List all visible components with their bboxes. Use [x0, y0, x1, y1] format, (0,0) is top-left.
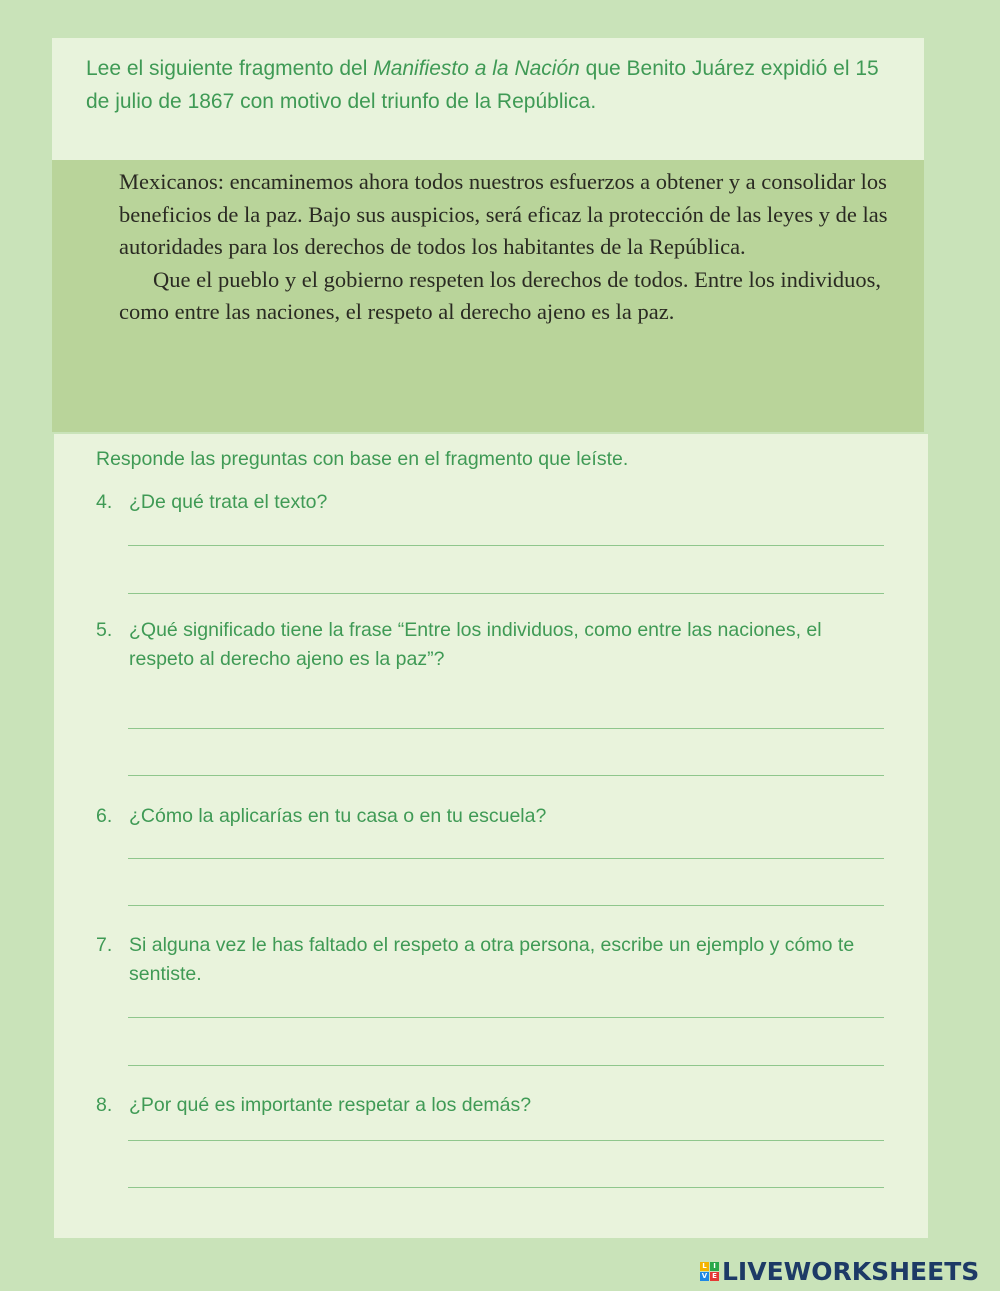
- quote-paragraph-2: Que el pueblo y el gobierno respeten los derechos de todos. Entre los individuos, como entre las naciones, el respeto al derecho ajeno es la paz.: [119, 266, 881, 324]
- question-text: ¿Qué significado tiene la frase “Entre los individuos, como entre las naciones, el respeto al derecho ajeno es la paz”?: [129, 619, 822, 670]
- answer-line-8a[interactable]: [128, 1140, 884, 1141]
- intro-box: [52, 38, 924, 160]
- logo-letter-i: I: [710, 1262, 719, 1271]
- quote-box: [52, 160, 924, 432]
- question-number: 4.: [96, 491, 113, 513]
- question-8: [96, 1091, 876, 1120]
- answer-line-6b[interactable]: [128, 905, 884, 906]
- manifesto-title: Manifiesto a la Nación: [373, 57, 580, 80]
- answer-line-5b[interactable]: [128, 775, 884, 776]
- answer-line-4b[interactable]: [128, 593, 884, 594]
- question-text: ¿De qué trata el texto?: [129, 491, 328, 513]
- question-text: ¿Cómo la aplicarías en tu casa o en tu escuela?: [129, 805, 547, 827]
- answer-line-8b[interactable]: [128, 1187, 884, 1188]
- question-number: 5.: [96, 619, 113, 641]
- question-number: 7.: [96, 934, 113, 956]
- answer-line-7b[interactable]: [128, 1065, 884, 1066]
- answer-line-5a[interactable]: [128, 728, 884, 729]
- question-text: Si alguna vez le has faltado el respeto a otra persona, escribe un ejemplo y cómo te sentiste.: [129, 934, 855, 985]
- answer-line-7a[interactable]: [128, 1017, 884, 1018]
- instruction-text: Responde las preguntas con base en el fragmento que leíste.: [96, 448, 629, 470]
- logo-letter-v: V: [701, 1271, 708, 1280]
- logo-letter-l: L: [700, 1262, 709, 1271]
- intro-text-prefix: Lee el siguiente fragmento del: [86, 57, 374, 80]
- question-text: ¿Por qué es importante respetar a los demás?: [129, 1094, 532, 1116]
- question-5: [96, 616, 876, 674]
- logo-letter-e: E: [710, 1272, 719, 1281]
- quote-paragraph-1: Mexicanos: encaminemos ahora todos nuestros esfuerzos a obtener y a consolidar los beneficios de la paz. Bajo sus auspicios, será eficaz la protección de las leyes y de las autoridades para los derechos de todos los habitantes de la República.: [119, 169, 888, 259]
- answer-line-6a[interactable]: [128, 858, 884, 859]
- liveworksheets-logo[interactable]: [700, 1256, 995, 1286]
- brand-name: LIVEWORKSHEETS: [722, 1256, 980, 1286]
- intro-text-suffix: que Benito Juárez expidió el 15 de julio de 1867 con motivo del triunfo de la República.: [86, 57, 879, 113]
- question-number: 6.: [96, 805, 113, 827]
- question-number: 8.: [96, 1094, 113, 1116]
- liveworksheets-icon: [700, 1262, 719, 1281]
- question-6: [96, 802, 876, 831]
- answer-line-4a[interactable]: [128, 545, 884, 546]
- question-7: [96, 931, 876, 989]
- questions-panel: [54, 434, 928, 1238]
- question-4: [96, 488, 876, 517]
